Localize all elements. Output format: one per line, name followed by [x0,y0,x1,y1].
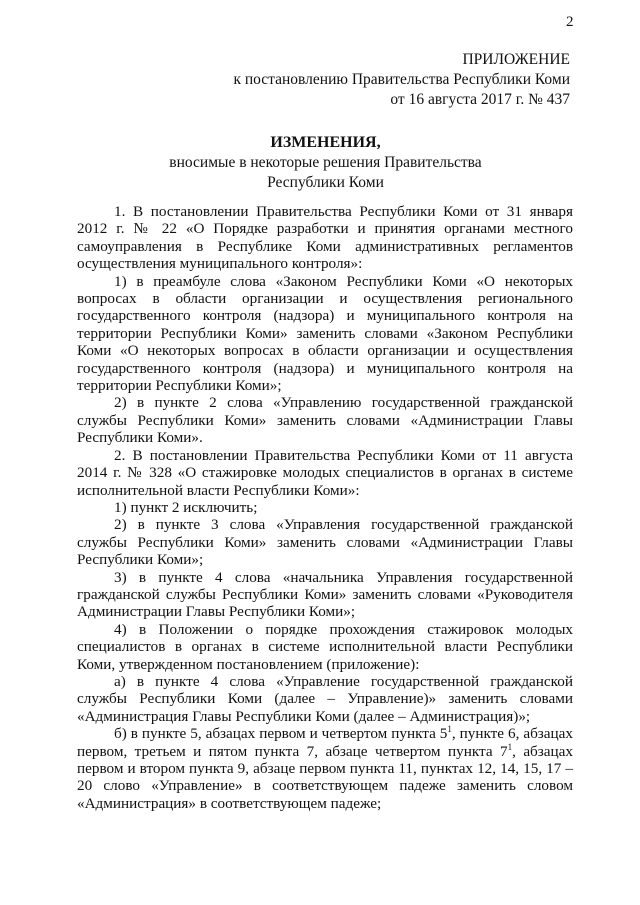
paragraph: а) в пункте 4 слова «Управление государственной гражданской службы Республики Коми (далее – Управление)» заменить словами «Администрация Главы Республики Коми (далее – Администрация)»; [77,672,573,725]
paragraph: 3) в пункте 4 слова «начальника Управления государственной гражданской службы Республики Коми» заменить словами «Руководителя Администрации Главы Республики Коми»; [77,568,573,621]
paragraph: 4) в Положении о порядке прохождения стажировок молодых специалистов в органах в системе исполнительной власти Республики Коми, утвержденном постановлением (приложение): [77,620,573,673]
page-number: 2 [566,14,574,30]
superscript: 1 [447,724,452,735]
paragraph: 2. В постановлении Правительства Республики Коми от 11 августа 2014 г. № 328 «О стажировке молодых специалистов в органах в системе исполнительной власти Республики Коми»: [77,446,573,499]
paragraph: 2) в пункте 2 слова «Управлению государственной гражданской службы Республики Коми» заменить словами «Администрации Главы Республики Коми». [77,394,573,447]
paragraph: 1. В постановлении Правительства Республики Коми от 31 января 2012 г. № 22 «О Порядке разработки и принятия органами местного самоуправления в Республике Коми административных регламентов осуществления муниципального контроля»: [77,203,573,273]
document-body [77,203,573,812]
document-subtitle-line2: Республики Коми [267,174,384,191]
paragraph-b-part1: б) в пункте 5, абзацах первом и четвертом пункта 5 [114,725,448,743]
superscript: 1 [507,741,513,752]
document-subtitle-line1: вносимые в некоторые решения Правительства [169,154,482,171]
paragraph-b-part2: , пункте 6, абзацах первом, третьем и пятом пункта 7, абзаце четвертом пункта 7 [77,725,574,760]
paragraph-b-part3: , абзацах первом и втором пункта 9, абзаце первом пункта 11, пунктах 12, 14, 15, 17 – 20 слово «Управление» в соответствующем падеже заменить словом «Администрация» в соответствующем падеже; [77,742,573,812]
paragraph: 1) в преамбуле слова «Законом Республики Коми «О некоторых вопросах в области организации и осуществления регионального государственного контроля (надзора) и муниципального контроля на территории Республики Коми» заменить словами «Законом Республики Коми «О некоторых вопросах в области организации и осуществления государственного контроля (надзора) и муниципального контроля на территории Республики Коми»; [77,272,573,395]
appendix-date: от 16 августа 2017 г. № 437 [390,91,570,108]
paragraph: 1) пункт 2 исключить; [114,498,258,516]
paragraph: 2) в пункте 3 слова «Управления государственной гражданской службы Республики Коми» заменить словами «Администрации Главы Республики Коми»; [77,516,573,569]
appendix-label: ПРИЛОЖЕНИЕ [462,51,570,68]
document-title: ИЗМЕНЕНИЯ, [270,134,381,151]
document-heading [78,133,573,193]
appendix-resolution: к постановлению Правительства Республики Коми [233,71,570,88]
paragraph-b [77,725,573,812]
appendix-block [233,50,570,110]
